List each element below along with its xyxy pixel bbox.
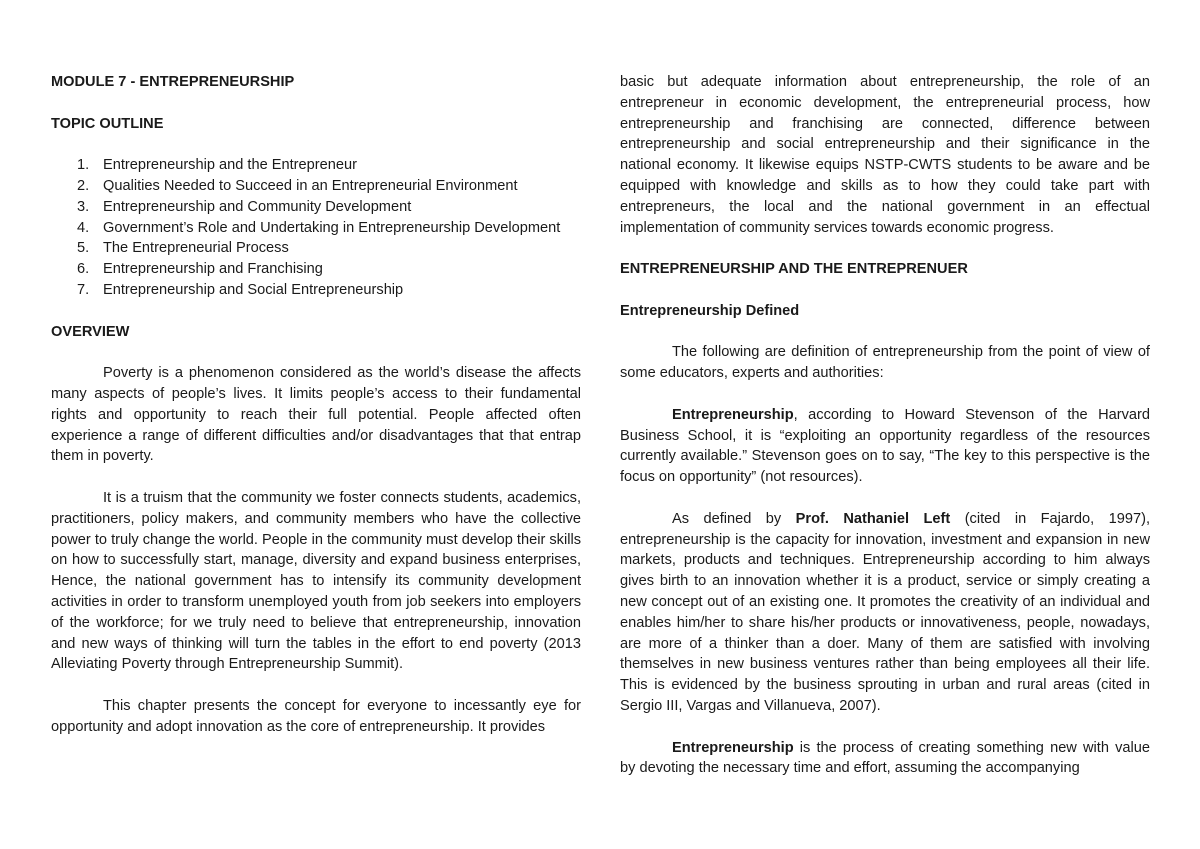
list-item-number: 2. <box>77 177 90 194</box>
list-item-number: 4. <box>77 219 90 236</box>
left-column <box>51 72 581 738</box>
list-item-text: Entrepreneurship and the Entrepreneur <box>103 157 357 174</box>
overview-paragraph-continued: basic but adequate information about entrepreneurship, the role of an entrepreneur in economic development, the entrepreneurial process, how entrepreneurship and franchising are connected, difference between entrepreneurship and social entrepreneurship and their significance in the national economy. It likewise equips NSTP-CWTS students to be aware and be equipped with knowledge and skills as to how they could take part with entrepreneurs, the local and the national government in an effectual implementation of community services towards economic progress. <box>620 74 1150 236</box>
overview-heading: OVERVIEW <box>51 323 130 340</box>
list-item <box>51 197 581 218</box>
definition-text: (cited in Fajardo, 1997), entrepreneurship is the capacity for innovation, investment and expansion in new markets, products and techniques. Entrepreneurship according to him always gives birth to an innovation whether it is a product, service or simply creating a new concept out of an existing one. It promotes the creativity of an individual and enables him/her to share his/her products or innovativeness, people, nowadays, are more of a thinker than a doer. Many of them are satisfied with involving themselves in new business ventures rather than being employees all their life. This is evidenced by the business sprouting in urban and rural areas (cited in Sergio III, Vargas and Villanueva, 2007). <box>620 510 1150 714</box>
list-item-number: 5. <box>77 240 90 257</box>
definition-intro-paragraph: The following are definition of entrepreneurship from the point of view of some educators, experts and authorities: <box>620 344 1150 382</box>
list-item-text: Entrepreneurship and Social Entrepreneurship <box>103 281 404 298</box>
topic-outline-heading: TOPIC OUTLINE <box>51 115 164 132</box>
definition-paragraph-left <box>620 509 1150 717</box>
list-item <box>51 155 581 176</box>
list-item-text: Government’s Role and Undertaking in Entrepreneurship Development <box>103 219 561 236</box>
definition-text: , according to Howard Stevenson of the Harvard Business School, it is “exploiting an opportunity regardless of the resources currently available.” Stevenson goes on to say, “The key to this perspective is the focus on opportunity” (not resources). <box>620 406 1150 486</box>
module-title: MODULE 7 - ENTREPRENEURSHIP <box>51 74 295 90</box>
list-item-number: 1. <box>77 157 90 174</box>
list-item-number: 7. <box>77 281 90 298</box>
overview-paragraph-1: Poverty is a phenomenon considered as the world’s disease the affects many aspects of people’s lives. It limits people’s access to their fundamental rights and opportunity to reach their full potential. People affected often experience a range of different difficulties and/or disadvantages that that entrap them in poverty. <box>51 365 581 465</box>
list-item-text: Qualities Needed to Succeed in an Entrepreneurial Environment <box>103 177 518 194</box>
list-item <box>51 218 581 239</box>
subsection-heading: Entrepreneurship Defined <box>620 302 800 319</box>
topic-outline-list <box>51 155 581 301</box>
list-item <box>51 259 581 280</box>
term-bold: Entrepreneurship <box>672 739 794 756</box>
list-item <box>51 280 581 301</box>
list-item-text: Entrepreneurship and Community Development <box>103 198 412 215</box>
overview-paragraph-2: It is a truism that the community we foster connects students, academics, practitioners, policy makers, and community members who have the collective power to truly change the world. People in the community must develop their skills on how to successfully start, manage, diversity and expand business enterprises, Hence, the national government has to intensify its community development activities in order to transform unemployed youth from job seekers into employers of the workforce; for we truly need to believe that entrepreneurship, innovation and new ways of thinking will turn the tables in the effort to end poverty (2013 Alleviating Poverty through Entrepreneurship Summit). <box>51 489 581 673</box>
list-item-text: Entrepreneurship and Franchising <box>103 261 323 278</box>
list-item-number: 6. <box>77 261 90 278</box>
definition-text: is the process of creating something new with value by devoting the necessary time and effort, assuming the accompanying <box>620 739 1150 777</box>
definition-paragraph-stevenson <box>620 405 1150 488</box>
list-item-number: 3. <box>77 198 90 215</box>
list-item <box>51 176 581 197</box>
overview-paragraph-3: This chapter presents the concept for everyone to incessantly eye for opportunity and adopt innovation as the core of entrepreneurship. It provides <box>51 697 581 735</box>
right-column <box>620 72 1150 779</box>
definition-prefix: As defined by <box>672 510 796 527</box>
list-item <box>51 238 581 259</box>
author-bold: Prof. Nathaniel Left <box>795 510 951 527</box>
term-bold: Entrepreneurship <box>672 406 794 423</box>
definition-paragraph-process <box>620 738 1150 780</box>
list-item-text: The Entrepreneurial Process <box>103 240 289 257</box>
section-heading: ENTREPRENEURSHIP AND THE ENTREPRENUER <box>620 261 968 278</box>
